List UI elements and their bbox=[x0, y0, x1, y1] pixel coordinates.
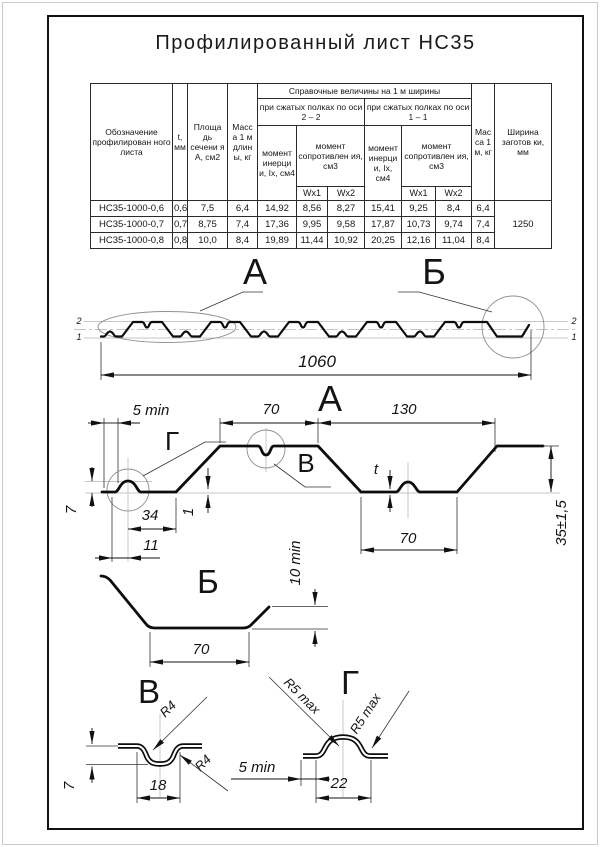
label-g-leader bbox=[143, 442, 226, 476]
section-a-title: А bbox=[317, 378, 343, 419]
cell-designation: НС35-1000-0,7 bbox=[91, 217, 173, 233]
cell: 7,4 bbox=[472, 217, 495, 233]
cell: 8,27 bbox=[328, 201, 365, 217]
dim-22: 22 bbox=[330, 775, 348, 792]
cell: 8,75 bbox=[188, 217, 228, 233]
callout-a-label: А bbox=[242, 251, 268, 292]
cell: 0,7 bbox=[173, 217, 188, 233]
cell: 0,6 bbox=[173, 201, 188, 217]
dim-t: t bbox=[373, 461, 379, 478]
dim-r4-2: R4 bbox=[191, 751, 214, 774]
dim-1: 1 bbox=[180, 507, 197, 517]
callout-a-leader bbox=[200, 292, 263, 311]
detail-v-view bbox=[61, 673, 228, 803]
cell: 8,56 bbox=[297, 201, 328, 217]
cell: 19,89 bbox=[258, 233, 297, 249]
col-header-resistance-22: момент сопротивлен ия, см3 bbox=[297, 126, 365, 187]
dim-r5-1: R5 max bbox=[281, 674, 324, 717]
cell: 6,4 bbox=[228, 201, 258, 217]
col-header-inertia-22: момент инерци и, Ix, см4 bbox=[258, 126, 297, 201]
group-header-reference: Справочные величины на 1 м ширины bbox=[258, 84, 472, 99]
axis-label-2-right: 2 bbox=[571, 316, 577, 326]
section-a-view bbox=[63, 401, 570, 562]
col-header-t: t, мм bbox=[173, 84, 188, 201]
cell: 8,4 bbox=[472, 233, 495, 249]
callout-b-label: Б bbox=[422, 251, 446, 292]
col-header-wx1-22: Wx1 bbox=[297, 187, 328, 201]
cell: 9,74 bbox=[436, 217, 472, 233]
cell: 17,87 bbox=[365, 217, 402, 233]
cell: 8,4 bbox=[436, 201, 472, 217]
cell: 9,58 bbox=[328, 217, 365, 233]
dim-10min: 10 min bbox=[287, 540, 304, 586]
cell-designation: НС35-1000-0,8 bbox=[91, 233, 173, 249]
cell-designation: НС35-1000-0,6 bbox=[91, 201, 173, 217]
cell: 0,8 bbox=[173, 233, 188, 249]
cell: 14,92 bbox=[258, 201, 297, 217]
cell: 17,36 bbox=[258, 217, 297, 233]
overview-profile-view bbox=[74, 251, 578, 419]
cell: 10,0 bbox=[188, 233, 228, 249]
cell: 8,4 bbox=[228, 233, 258, 249]
dim-35: 35±1,5 bbox=[553, 500, 570, 546]
dim-70-bottom: 70 bbox=[399, 530, 417, 547]
dim-70-top: 70 bbox=[262, 401, 280, 418]
col-header-designation: Обозначение профилирован ного листа bbox=[91, 84, 173, 201]
label-v: В bbox=[297, 448, 315, 478]
col-header-wx2-22: Wx2 bbox=[328, 187, 365, 201]
cell: 20,25 bbox=[365, 233, 402, 249]
cell: 9,25 bbox=[402, 201, 436, 217]
callout-b-leader bbox=[398, 292, 492, 312]
section-b-profile bbox=[101, 576, 269, 628]
axis-label-1-left: 1 bbox=[76, 332, 82, 342]
detail-g-title: Г bbox=[341, 664, 359, 701]
col-header-area: Площа дь сечени я А, см2 bbox=[188, 84, 228, 201]
axis-label-2-left: 2 bbox=[76, 316, 82, 326]
group-header-axis11: при сжатых полках по оси 1 – 1 bbox=[365, 99, 472, 126]
col-header-mass-length: Масс а 1 м длин ы, кг bbox=[228, 84, 258, 201]
label-g: Г bbox=[164, 426, 180, 456]
dim-18: 18 bbox=[149, 777, 167, 794]
dim-r4-1: R4 bbox=[156, 697, 179, 720]
dim-7-v: 7 bbox=[61, 781, 78, 791]
col-header-wx2-11: Wx2 bbox=[436, 187, 472, 201]
dim-70-b: 70 bbox=[192, 641, 210, 658]
col-header-mass1m: Мас са 1 м, кг bbox=[472, 84, 495, 201]
dim-r5-2: R5 max bbox=[346, 690, 384, 737]
cell: 7,5 bbox=[188, 201, 228, 217]
cell: 15,41 bbox=[365, 201, 402, 217]
cell: 11,04 bbox=[436, 233, 472, 249]
dim-11: 11 bbox=[143, 537, 159, 554]
detail-v-title: В bbox=[137, 673, 161, 710]
cell: 10,73 bbox=[402, 217, 436, 233]
dim-7: 7 bbox=[63, 505, 80, 515]
detail-g-profile bbox=[303, 737, 388, 756]
col-header-resistance-11: момент сопротивлен ия, см3 bbox=[402, 126, 472, 187]
group-header-axis22: при сжатых полках по оси 2 – 2 bbox=[258, 99, 365, 126]
section-b-title: Б bbox=[197, 563, 219, 600]
page-title: Профилированный лист НС35 bbox=[155, 32, 476, 54]
col-header-wx1-11: Wx1 bbox=[402, 187, 436, 201]
cell: 7,4 bbox=[228, 217, 258, 233]
col-header-inertia-11: момент инерци и, Ix, см4 bbox=[365, 126, 402, 201]
dim-34: 34 bbox=[141, 507, 159, 524]
dim-1060: 1060 bbox=[298, 352, 336, 371]
section-b-view bbox=[101, 540, 328, 667]
cell: 10,92 bbox=[328, 233, 365, 249]
dim-5min: 5 min bbox=[132, 402, 170, 419]
detail-g-view bbox=[231, 664, 409, 803]
cell: 6,4 bbox=[472, 201, 495, 217]
cell: 11,44 bbox=[297, 233, 328, 249]
dim-5min-g: 5 min bbox=[238, 759, 276, 776]
axis-label-1-right: 1 bbox=[571, 332, 577, 342]
col-header-blank-width: Ширина заготов ки, мм bbox=[495, 84, 552, 201]
dim-130: 130 bbox=[391, 401, 417, 418]
cell: 9,95 bbox=[297, 217, 328, 233]
cell: 12,16 bbox=[402, 233, 436, 249]
cell-blank-width: 1250 bbox=[495, 201, 552, 249]
